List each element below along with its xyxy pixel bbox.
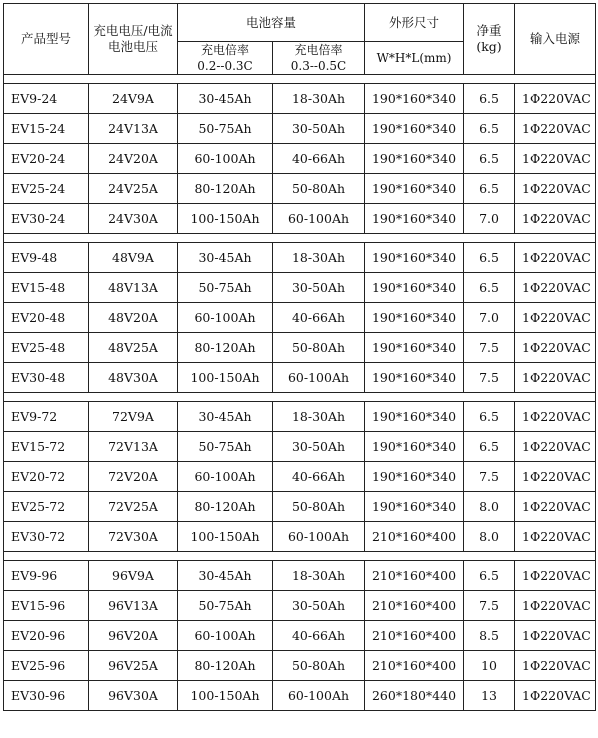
cell-model: EV30-96 [4,681,89,711]
cell-capacity-rate-2: 40-66Ah [273,621,365,651]
cell-capacity-rate-1: 50-75Ah [178,432,273,462]
header-charge-spec-line2: 电池电压 [107,39,158,54]
cell-dimensions: 190*160*340 [365,204,464,234]
cell-weight: 7.5 [464,591,515,621]
table-row [4,462,596,492]
cell-weight: 7.0 [464,303,515,333]
cell-charge-spec: 72V20A [89,462,178,492]
cell-capacity-rate-1: 30-45Ah [178,402,273,432]
cell-weight: 8.5 [464,621,515,651]
cell-capacity-rate-2: 18-30Ah [273,561,365,591]
cell-capacity-rate-1: 50-75Ah [178,114,273,144]
cell-power-input: 1Φ220VAC [515,114,596,144]
table-row [4,303,596,333]
header-dimensions-unit: W*H*L(mm) [365,42,464,75]
cell-capacity-rate-2: 40-66Ah [273,144,365,174]
header-capacity: 电池容量 [178,4,365,42]
cell-model: EV15-96 [4,591,89,621]
table-row [4,204,596,234]
table-row [4,243,596,273]
cell-power-input: 1Φ220VAC [515,651,596,681]
cell-capacity-rate-2: 40-66Ah [273,462,365,492]
cell-weight: 6.5 [464,114,515,144]
separator-cell [4,393,596,402]
cell-charge-spec: 72V9A [89,402,178,432]
cell-capacity-rate-2: 30-50Ah [273,432,365,462]
cell-charge-spec: 96V9A [89,561,178,591]
cell-power-input: 1Φ220VAC [515,492,596,522]
cell-model: EV20-72 [4,462,89,492]
cell-capacity-rate-2: 60-100Ah [273,681,365,711]
cell-charge-spec: 72V30A [89,522,178,552]
header-rate-2-label: 充电倍率 [294,43,343,57]
cell-capacity-rate-1: 60-100Ah [178,144,273,174]
header-rate-1-range: 0.2--0.3C [197,59,253,73]
cell-power-input: 1Φ220VAC [515,333,596,363]
cell-dimensions: 190*160*340 [365,174,464,204]
cell-weight: 6.5 [464,432,515,462]
cell-power-input: 1Φ220VAC [515,243,596,273]
cell-capacity-rate-2: 50-80Ah [273,492,365,522]
cell-model: EV30-24 [4,204,89,234]
cell-dimensions: 210*160*400 [365,621,464,651]
cell-weight: 13 [464,681,515,711]
group-separator [4,393,596,402]
table-row [4,144,596,174]
cell-model: EV25-72 [4,492,89,522]
cell-capacity-rate-2: 60-100Ah [273,363,365,393]
cell-weight: 7.0 [464,204,515,234]
cell-weight: 6.5 [464,243,515,273]
cell-weight: 8.0 [464,492,515,522]
cell-capacity-rate-1: 100-150Ah [178,204,273,234]
cell-model: EV9-72 [4,402,89,432]
cell-model: EV20-48 [4,303,89,333]
group-separator [4,234,596,243]
table-row [4,522,596,552]
cell-capacity-rate-1: 60-100Ah [178,303,273,333]
cell-dimensions: 210*160*400 [365,522,464,552]
header-weight-unit: (kg) [476,39,502,54]
cell-charge-spec: 48V20A [89,303,178,333]
cell-dimensions: 190*160*340 [365,114,464,144]
cell-dimensions: 190*160*340 [365,333,464,363]
cell-model: EV9-48 [4,243,89,273]
cell-capacity-rate-1: 80-120Ah [178,492,273,522]
cell-power-input: 1Φ220VAC [515,522,596,552]
cell-power-input: 1Φ220VAC [515,591,596,621]
cell-capacity-rate-2: 30-50Ah [273,273,365,303]
cell-charge-spec: 24V13A [89,114,178,144]
cell-capacity-rate-2: 60-100Ah [273,204,365,234]
cell-dimensions: 190*160*340 [365,303,464,333]
table-row [4,84,596,114]
cell-dimensions: 190*160*340 [365,432,464,462]
cell-capacity-rate-2: 50-80Ah [273,333,365,363]
cell-weight: 6.5 [464,561,515,591]
cell-power-input: 1Φ220VAC [515,84,596,114]
header-model: 产品型号 [4,4,89,75]
cell-capacity-rate-2: 18-30Ah [273,84,365,114]
separator-cell [4,75,596,84]
table-header [4,4,596,75]
cell-capacity-rate-2: 30-50Ah [273,114,365,144]
cell-dimensions: 190*160*340 [365,84,464,114]
table-row [4,432,596,462]
cell-dimensions: 190*160*340 [365,273,464,303]
header-power-input: 输入电源 [515,4,596,75]
cell-dimensions: 190*160*340 [365,243,464,273]
cell-charge-spec: 24V20A [89,144,178,174]
cell-model: EV25-96 [4,651,89,681]
cell-model: EV9-24 [4,84,89,114]
charger-spec-table [3,3,596,711]
cell-weight: 6.5 [464,144,515,174]
table-row [4,363,596,393]
cell-weight: 6.5 [464,402,515,432]
cell-dimensions: 190*160*340 [365,144,464,174]
header-rate-2 [273,42,365,75]
cell-dimensions: 210*160*400 [365,561,464,591]
cell-capacity-rate-1: 60-100Ah [178,621,273,651]
header-dimensions: 外形尺寸 [365,4,464,42]
cell-capacity-rate-2: 18-30Ah [273,243,365,273]
header-rate-2-range: 0.3--0.5C [290,59,347,73]
table-row [4,561,596,591]
cell-model: EV25-24 [4,174,89,204]
cell-capacity-rate-1: 60-100Ah [178,462,273,492]
cell-charge-spec: 48V9A [89,243,178,273]
cell-charge-spec: 48V25A [89,333,178,363]
cell-capacity-rate-1: 100-150Ah [178,681,273,711]
table-row [4,681,596,711]
cell-dimensions: 190*160*340 [365,492,464,522]
cell-capacity-rate-2: 18-30Ah [273,402,365,432]
cell-charge-spec: 96V13A [89,591,178,621]
cell-power-input: 1Φ220VAC [515,462,596,492]
cell-capacity-rate-1: 80-120Ah [178,651,273,681]
header-rate-1 [178,42,273,75]
cell-charge-spec: 96V30A [89,681,178,711]
separator-cell [4,552,596,561]
cell-model: EV25-48 [4,333,89,363]
cell-model: EV15-24 [4,114,89,144]
cell-capacity-rate-2: 50-80Ah [273,651,365,681]
cell-weight: 7.5 [464,462,515,492]
cell-weight: 8.0 [464,522,515,552]
cell-power-input: 1Φ220VAC [515,273,596,303]
group-separator [4,75,596,84]
cell-capacity-rate-1: 30-45Ah [178,243,273,273]
table-row [4,273,596,303]
cell-capacity-rate-2: 30-50Ah [273,591,365,621]
cell-charge-spec: 48V13A [89,273,178,303]
cell-charge-spec: 24V25A [89,174,178,204]
cell-charge-spec: 24V9A [89,84,178,114]
separator-cell [4,234,596,243]
cell-capacity-rate-1: 80-120Ah [178,333,273,363]
cell-dimensions: 190*160*340 [365,363,464,393]
group-separator [4,552,596,561]
table-row [4,333,596,363]
cell-capacity-rate-1: 30-45Ah [178,561,273,591]
cell-capacity-rate-2: 50-80Ah [273,174,365,204]
header-charge-spec-line1: 充电电压/电流 [93,23,173,38]
cell-capacity-rate-1: 80-120Ah [178,174,273,204]
cell-model: EV30-48 [4,363,89,393]
cell-power-input: 1Φ220VAC [515,432,596,462]
cell-weight: 10 [464,651,515,681]
cell-power-input: 1Φ220VAC [515,561,596,591]
cell-weight: 7.5 [464,363,515,393]
cell-charge-spec: 96V25A [89,651,178,681]
cell-model: EV15-72 [4,432,89,462]
cell-power-input: 1Φ220VAC [515,144,596,174]
table-row [4,402,596,432]
cell-capacity-rate-1: 50-75Ah [178,273,273,303]
cell-charge-spec: 72V25A [89,492,178,522]
table-row [4,492,596,522]
cell-capacity-rate-2: 60-100Ah [273,522,365,552]
cell-model: EV20-24 [4,144,89,174]
cell-power-input: 1Φ220VAC [515,363,596,393]
cell-capacity-rate-1: 100-150Ah [178,522,273,552]
cell-weight: 7.5 [464,333,515,363]
cell-model: EV20-96 [4,621,89,651]
cell-charge-spec: 24V30A [89,204,178,234]
cell-dimensions: 210*160*400 [365,591,464,621]
cell-charge-spec: 96V20A [89,621,178,651]
cell-capacity-rate-2: 40-66Ah [273,303,365,333]
cell-power-input: 1Φ220VAC [515,204,596,234]
cell-power-input: 1Φ220VAC [515,681,596,711]
cell-dimensions: 260*180*440 [365,681,464,711]
header-rate-1-label: 充电倍率 [200,43,249,57]
table-row [4,651,596,681]
cell-weight: 6.5 [464,273,515,303]
cell-capacity-rate-1: 100-150Ah [178,363,273,393]
cell-charge-spec: 72V13A [89,432,178,462]
cell-dimensions: 210*160*400 [365,651,464,681]
cell-charge-spec: 48V30A [89,363,178,393]
cell-capacity-rate-1: 50-75Ah [178,591,273,621]
table-row [4,591,596,621]
header-charge-spec [89,4,178,75]
header-weight-label: 净重 [476,23,502,38]
cell-dimensions: 190*160*340 [365,462,464,492]
table-row [4,174,596,204]
cell-dimensions: 190*160*340 [365,402,464,432]
cell-capacity-rate-1: 30-45Ah [178,84,273,114]
cell-model: EV15-48 [4,273,89,303]
table-row [4,621,596,651]
cell-weight: 6.5 [464,84,515,114]
cell-power-input: 1Φ220VAC [515,303,596,333]
cell-power-input: 1Φ220VAC [515,621,596,651]
header-weight [464,4,515,75]
table-row [4,114,596,144]
cell-power-input: 1Φ220VAC [515,402,596,432]
cell-model: EV30-72 [4,522,89,552]
cell-model: EV9-96 [4,561,89,591]
table-body [4,75,596,711]
cell-weight: 6.5 [464,174,515,204]
cell-power-input: 1Φ220VAC [515,174,596,204]
